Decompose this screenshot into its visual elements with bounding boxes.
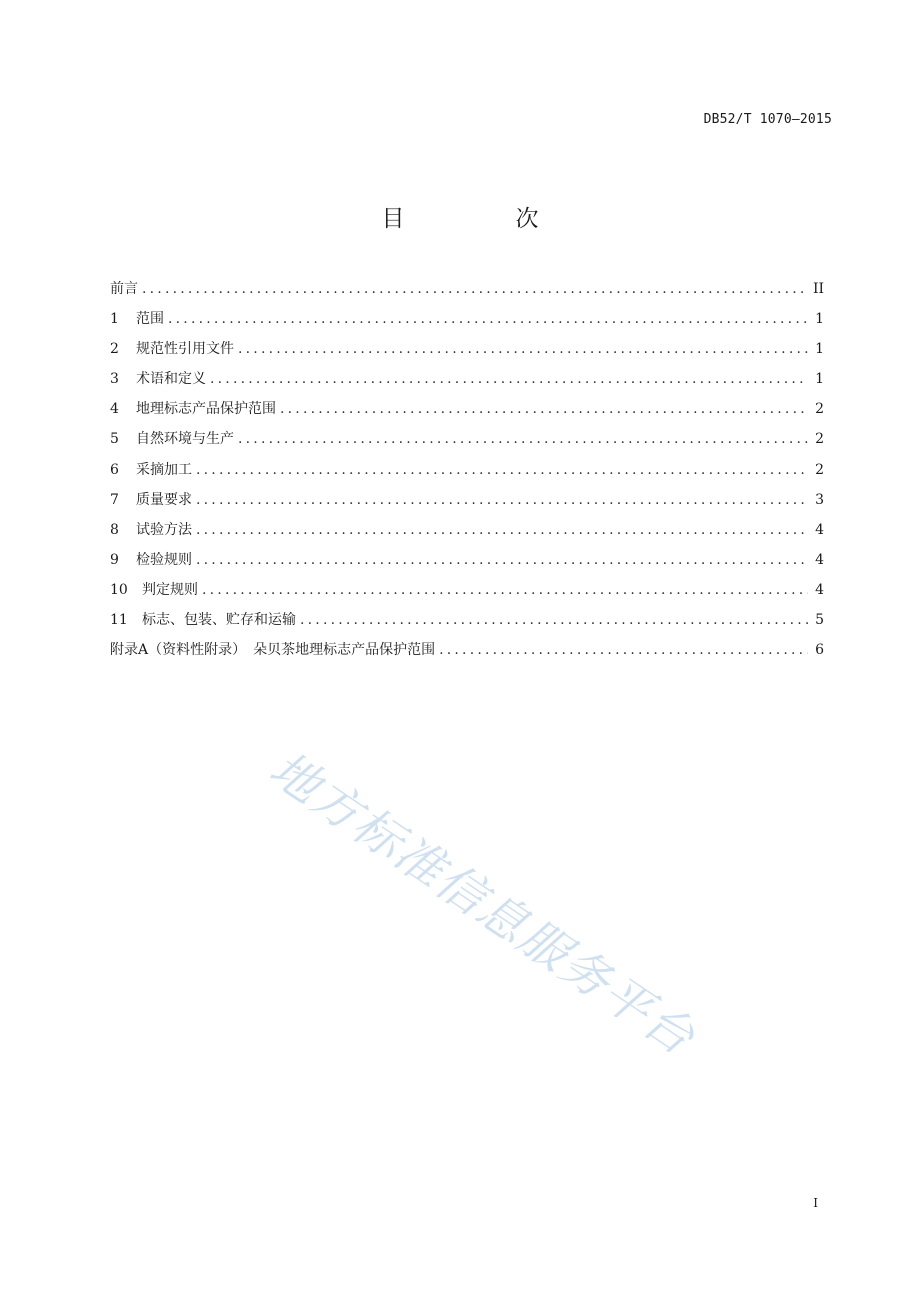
- dot-leader: [142, 281, 807, 297]
- toc-page-number: 1: [815, 371, 824, 388]
- toc-entry-1[interactable]: [110, 308, 824, 338]
- toc-entry-title: 规范性引用文件: [136, 341, 234, 358]
- toc-section-number: 6: [110, 461, 119, 478]
- toc-section-number: 9: [110, 551, 119, 568]
- toc-section-number: 8: [110, 521, 119, 538]
- toc-section-number: 3: [110, 371, 119, 388]
- toc-entry-2[interactable]: [110, 338, 824, 368]
- toc-section-number: 2: [110, 341, 119, 358]
- dot-leader: [280, 401, 808, 417]
- toc-entry-title: 前言: [110, 281, 138, 297]
- toc-page-number: 5: [815, 612, 824, 629]
- watermark: 地方标准信息服务平台: [259, 740, 706, 1067]
- dot-leader: [238, 341, 808, 357]
- toc-page-number: 4: [815, 581, 824, 598]
- dot-leader: [196, 552, 808, 568]
- toc-page-number: 2: [815, 431, 824, 448]
- toc-section-number: 5: [110, 431, 119, 448]
- toc-section-number: 1: [110, 311, 119, 328]
- toc-entry-8[interactable]: [110, 519, 824, 549]
- dot-leader: [210, 371, 808, 387]
- table-of-contents: [110, 278, 824, 669]
- toc-entry-5[interactable]: [110, 428, 824, 458]
- footer-page-number: I: [813, 1196, 818, 1210]
- dot-leader: [168, 311, 808, 327]
- toc-entry-title: 质量要求: [136, 491, 192, 508]
- toc-section-number: 10: [110, 581, 128, 598]
- toc-entry-11[interactable]: [110, 609, 824, 639]
- toc-entry-4[interactable]: [110, 398, 824, 428]
- toc-page-number: 4: [815, 551, 824, 568]
- toc-entry-10[interactable]: [110, 579, 824, 609]
- dot-leader: [196, 522, 808, 538]
- toc-entry-title: 检验规则: [136, 551, 192, 568]
- toc-entry-title: 范围: [136, 311, 164, 328]
- toc-page-number: 1: [815, 311, 824, 328]
- toc-entry-title: 采摘加工: [136, 461, 192, 478]
- toc-entry-7[interactable]: [110, 489, 824, 519]
- toc-entry-title: 试验方法: [136, 521, 192, 538]
- dot-leader: [238, 431, 808, 447]
- toc-page-number: 4: [815, 521, 824, 538]
- toc-page-number: 2: [815, 401, 824, 418]
- toc-page-number: 1: [815, 341, 824, 358]
- toc-entry-foreword[interactable]: [110, 278, 824, 308]
- toc-page-number: 6: [815, 642, 824, 659]
- toc-entry-title: 术语和定义: [136, 371, 206, 388]
- toc-entry-6[interactable]: [110, 459, 824, 489]
- toc-entry-title: 自然环境与生产: [136, 431, 234, 448]
- toc-page-number: II: [812, 281, 824, 297]
- toc-page-number: 2: [815, 461, 824, 478]
- toc-entry-title: 地理标志产品保护范围: [136, 401, 276, 418]
- standard-code: DB52/T 1070—2015: [703, 112, 832, 127]
- dot-leader: [439, 642, 808, 658]
- toc-entry-title: 标志、包装、贮存和运输: [142, 612, 296, 629]
- toc-entry-9[interactable]: [110, 549, 824, 579]
- toc-page-number: 3: [815, 491, 824, 508]
- page-title: 目 次: [381, 206, 583, 232]
- dot-leader: [202, 582, 808, 598]
- toc-section-number: 11: [110, 612, 128, 629]
- toc-entry-appendix-a[interactable]: [110, 639, 824, 669]
- dot-leader: [196, 462, 808, 478]
- toc-section-number: 7: [110, 491, 119, 508]
- toc-entry-title: 附录A（资料性附录） 朵贝茶地理标志产品保护范围: [110, 642, 436, 659]
- toc-section-number: 4: [110, 401, 119, 418]
- toc-entry-title: 判定规则: [142, 581, 198, 598]
- dot-leader: [300, 612, 808, 628]
- toc-entry-3[interactable]: [110, 368, 824, 398]
- dot-leader: [196, 492, 808, 508]
